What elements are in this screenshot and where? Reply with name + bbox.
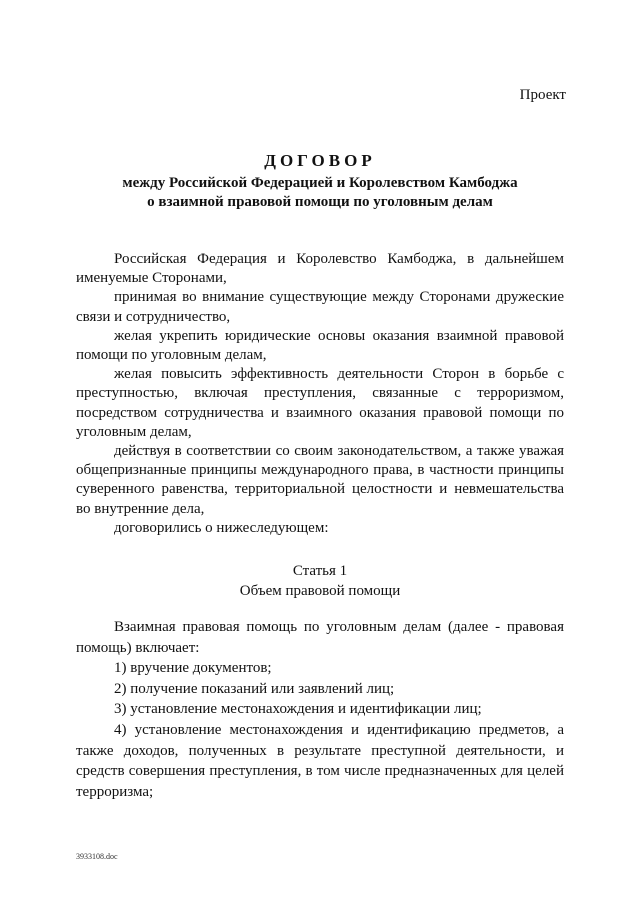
article-1-heading xyxy=(76,561,564,601)
document-subtitle-line-1: между Российской Федерацией и Королевством Камбоджа xyxy=(122,175,518,191)
file-code: 3933108.doc xyxy=(76,852,118,861)
document-title: ДОГОВОР xyxy=(264,151,376,170)
preamble xyxy=(76,250,564,538)
article-intro: Взаимная правовая помощь по уголовным делам (далее - правовая помощь) включает: xyxy=(76,619,564,656)
article-1-body xyxy=(76,617,564,802)
preamble-paragraph: желая укрепить юридические основы оказания взаимной правовой помощи по уголовным делам, xyxy=(76,327,564,364)
list-item: 3) установление местонахождения и идентификации лиц; xyxy=(114,701,482,718)
list-item: 4) установление местонахождения и идентификацию предметов, а также доходов, полученных в результате преступной деятельности, и средств совершения преступления, в том числе предназначенных для целей терроризма; xyxy=(76,721,564,800)
title-block xyxy=(76,150,564,212)
preamble-paragraph: принимая во внимание существующие между Сторонами дружеские связи и сотрудничество, xyxy=(76,289,564,325)
preamble-paragraph: Российская Федерация и Королевство Камбоджа, в дальнейшем именуемые Сторонами, xyxy=(76,251,564,287)
preamble-paragraph: желая повысить эффективность деятельности Сторон в борьбе с преступностью, включая преступления, связанные с терроризмом, посредством сотрудничества и взаимного оказания правовой помощи по уголовным делам, xyxy=(76,366,564,440)
article-title: Объем правовой помощи xyxy=(239,583,401,599)
list-item: 2) получение показаний или заявлений лиц; xyxy=(114,680,395,697)
document-subtitle-line-2: о взаимной правовой помощи по уголовным делам xyxy=(147,194,493,210)
list-item: 1) вручение документов; xyxy=(114,660,272,677)
draft-label: Проект xyxy=(519,87,566,103)
preamble-paragraph: договорились о нижеследующем: xyxy=(114,519,329,536)
preamble-paragraph: действуя в соответствии со своим законодательством, а также уважая общепризнанные принципы международного права, в частности принципы суверенного равенства, территориальной целостности и невмешательства во внутренние дела, xyxy=(76,443,564,517)
article-number: Статья 1 xyxy=(292,563,348,579)
